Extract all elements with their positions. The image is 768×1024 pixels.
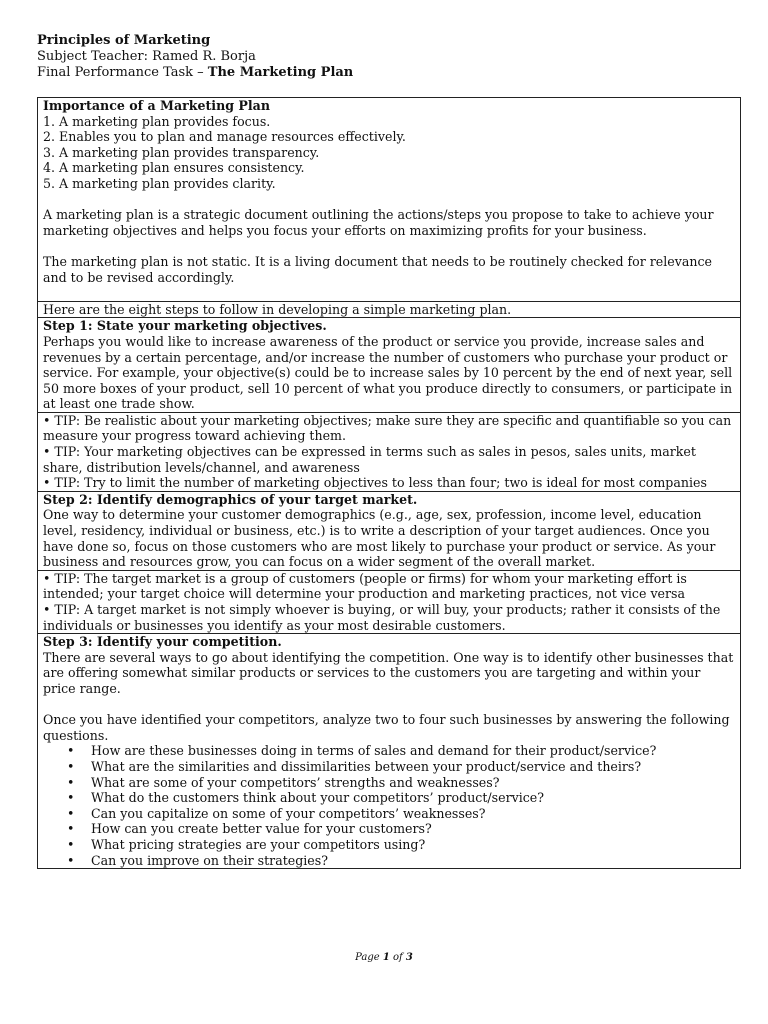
step1-title: Step 1: State your marketing objectives. [43, 318, 327, 334]
tip: • TIP: Your marketing objectives can be expressed in terms such as sales in pesos, sales units, market share, distribution levels/channel, and awareness [43, 444, 696, 475]
page-total: 3 [405, 952, 413, 963]
task-title: The Marketing Plan [207, 65, 354, 80]
list-item: • How are these businesses doing in terms of sales and demand for their product/service? [91, 743, 736, 759]
step1-tips-cell [38, 412, 741, 491]
importance-item: 4. A marketing plan ensures consistency. [43, 160, 305, 176]
importance-item: 3. A marketing plan provides transparency. [43, 144, 320, 160]
table-row [38, 634, 741, 869]
list-item: • What are some of your competitors’ strengths and weaknesses? [91, 775, 736, 791]
list-item: • Can you improve on their strategies? [91, 853, 736, 869]
course-title: Principles of Marketing [37, 33, 211, 48]
step2-tips-cell [38, 570, 741, 633]
importance-cell [38, 98, 741, 302]
marketing-plan-table [37, 97, 741, 869]
table-row [38, 570, 741, 633]
table-row [38, 318, 741, 413]
tip: • TIP: The target market is a group of customers (people or firms) for whom your marketing effort is intended; your target choice will determine your production and marketing practices, not vice versa [43, 570, 687, 602]
intro-cell [38, 301, 741, 318]
step1-body: Perhaps you would like to increase awareness of the product or service you provide, increase sales and revenues by a certain percentage, and/or increase the number of customers who purchase your product or service. For example, your objective(s) could be to increase sales by 10 percent by the end of next year, sell 50 more boxes of your product, sell 10 percent of what you produce directly to consumers, or participate in at least one trade show. [43, 333, 733, 412]
task-line [37, 65, 737, 81]
importance-item: 1. A marketing plan provides focus. [43, 113, 271, 129]
step1-cell [38, 318, 741, 413]
steps-intro: Here are the eight steps to follow in developing a simple marketing plan. [43, 301, 512, 317]
importance-paragraph-2: The marketing plan is not static. It is a living document that needs to be routinely checked for relevance and to be revised accordingly. [43, 253, 712, 285]
competition-questions [43, 743, 736, 868]
table-row [38, 301, 741, 318]
step3-body: There are several ways to go about identifying the competition. One way is to identify other businesses that are offering somewhat similar products or services to the customers you are targeting and within your price range. [43, 649, 734, 696]
step3-body-2: Once you have identified your competitors, analyze two to four such businesses by answering the following questions. [43, 712, 730, 743]
importance-item: 5. A marketing plan provides clarity. [43, 175, 276, 191]
step2-body: One way to determine your customer demographics (e.g., age, sex, profession, income level, education level, residency, individual or business, etc.) is to write a description of your target audiences. Once you have done so, focus on those customers who are most likely to purchase your product or service. As your business and resources grow, you can focus on a wider segment of the overall market. [43, 507, 716, 570]
importance-title: Importance of a Marketing Plan [43, 98, 270, 113]
tip: • TIP: Be realistic about your marketing objectives; make sure they are specific and quantifiable so you can measure your progress toward achieving them. [43, 412, 732, 444]
step3-cell [38, 634, 741, 869]
page-word: Page [355, 952, 380, 963]
subject-teacher: Subject Teacher: Ramed R. Borja [37, 49, 256, 64]
list-item: • What are the similarities and dissimilarities between your product/service and theirs? [91, 759, 736, 775]
importance-item: 2. Enables you to plan and manage resources effectively. [43, 129, 406, 145]
table-row [38, 98, 741, 302]
task-prefix: Final Performance Task – [37, 65, 208, 80]
list-item: • What pricing strategies are your competitors using? [91, 837, 736, 853]
document-header [37, 33, 737, 81]
table-row [38, 412, 741, 491]
list-item: • What do the customers think about your competitors’ product/service? [91, 790, 736, 806]
page-footer [0, 952, 768, 963]
page-number: 1 [382, 952, 390, 963]
list-item: • Can you capitalize on some of your competitors’ weaknesses? [91, 806, 736, 822]
step3-title: Step 3: Identify your competition. [43, 634, 282, 650]
of-word: of [393, 952, 403, 963]
tip: • TIP: A target market is not simply whoever is buying, or will buy, your products; rather it consists of the individuals or businesses you identify as your most desirable customers. [43, 602, 721, 633]
table-row [38, 491, 741, 570]
tip: • TIP: Try to limit the number of marketing objectives to less than four; two is ideal for most companies [43, 475, 707, 491]
importance-paragraph-1: A marketing plan is a strategic document outlining the actions/steps you propose to take to achieve your marketing objectives and helps you focus your efforts on maximizing profits for your business. [43, 207, 714, 238]
step2-title: Step 2: Identify demographics of your target market. [43, 491, 418, 507]
list-item: • How can you create better value for your customers? [91, 821, 736, 837]
step2-cell [38, 491, 741, 570]
